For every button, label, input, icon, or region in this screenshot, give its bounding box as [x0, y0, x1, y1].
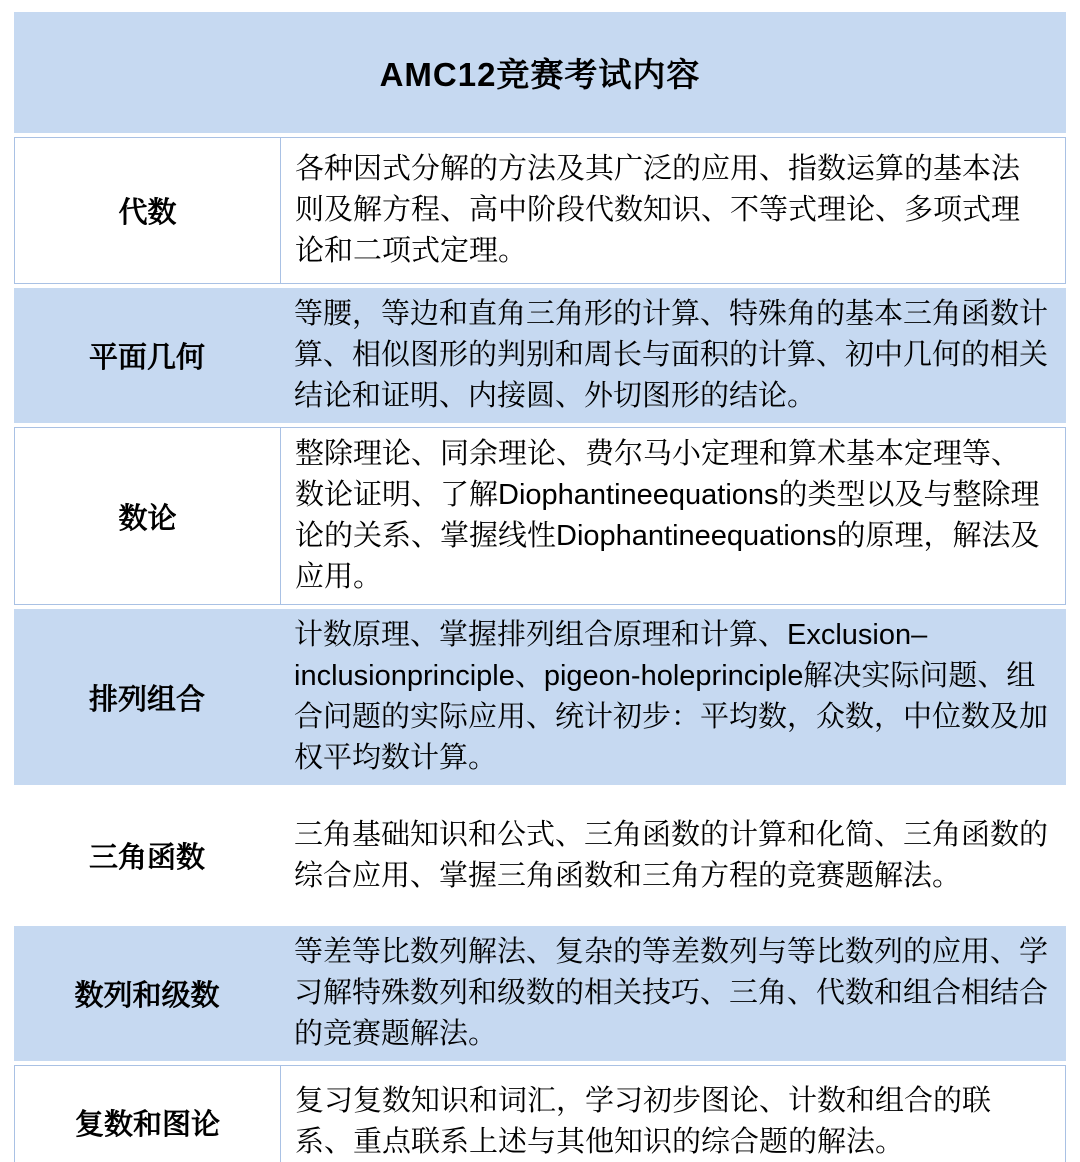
row-label: 代数 [15, 138, 281, 283]
row-label: 数列和级数 [74, 980, 220, 1012]
row-label: 平面几何 [88, 342, 205, 374]
table-row [14, 789, 1066, 922]
row-label: 复数和图论 [15, 1066, 281, 1162]
row-content: 计数原理、掌握排列组合原理和计算、Exclusion–inclusionprinciple、pigeon-holeprinciple解决实际问题、组合问题的实际应用、统计初步：平均数，众数，中位数及加权平均数计算。 [294, 619, 1049, 774]
row-content: 整除理论、同余理论、费尔马小定理和算术基本定理等、数论证明、了解Diophantineequations的类型以及与整除理论的关系、掌握线性Diophantineequations的原理，解法及应用。 [295, 438, 1040, 593]
row-label: 数论 [15, 428, 281, 604]
table-header [14, 12, 1066, 133]
row-label: 排列组合 [88, 683, 205, 716]
table-row [14, 926, 1066, 1061]
table-row [14, 288, 1066, 423]
row-label: 三角函数 [88, 842, 205, 874]
table-row [14, 609, 1066, 785]
table-row [14, 1065, 1066, 1162]
row-content: 复习复数知识和词汇，学习初步图论、计数和组合的联系、重点联系上述与其他知识的综合题的解法。 [295, 1085, 992, 1158]
table-row [14, 137, 1066, 284]
page-title: AMC12竞赛考试内容 [379, 56, 701, 93]
row-content: 各种因式分解的方法及其广泛的应用、指数运算的基本法则及解方程、高中阶段代数知识、不等式理论、多项式理论和二项式定理。 [295, 153, 1021, 267]
row-content: 等差等比数列解法、复杂的等差数列与等比数列的应用、学习解特殊数列和级数的相关技巧、三角、代数和组合相结合的竞赛题解法。 [294, 936, 1049, 1050]
content-table [14, 137, 1066, 1162]
table-row [14, 427, 1066, 605]
row-content: 等腰，等边和直角三角形的计算、特殊角的基本三角函数计算、相似图形的判别和周长与面积的计算、初中几何的相关结论和证明、内接圆、外切图形的结论。 [294, 298, 1049, 412]
row-content: 三角基础知识和公式、三角函数的计算和化简、三角函数的综合应用、掌握三角函数和三角方程的竞赛题解法。 [294, 818, 1049, 892]
